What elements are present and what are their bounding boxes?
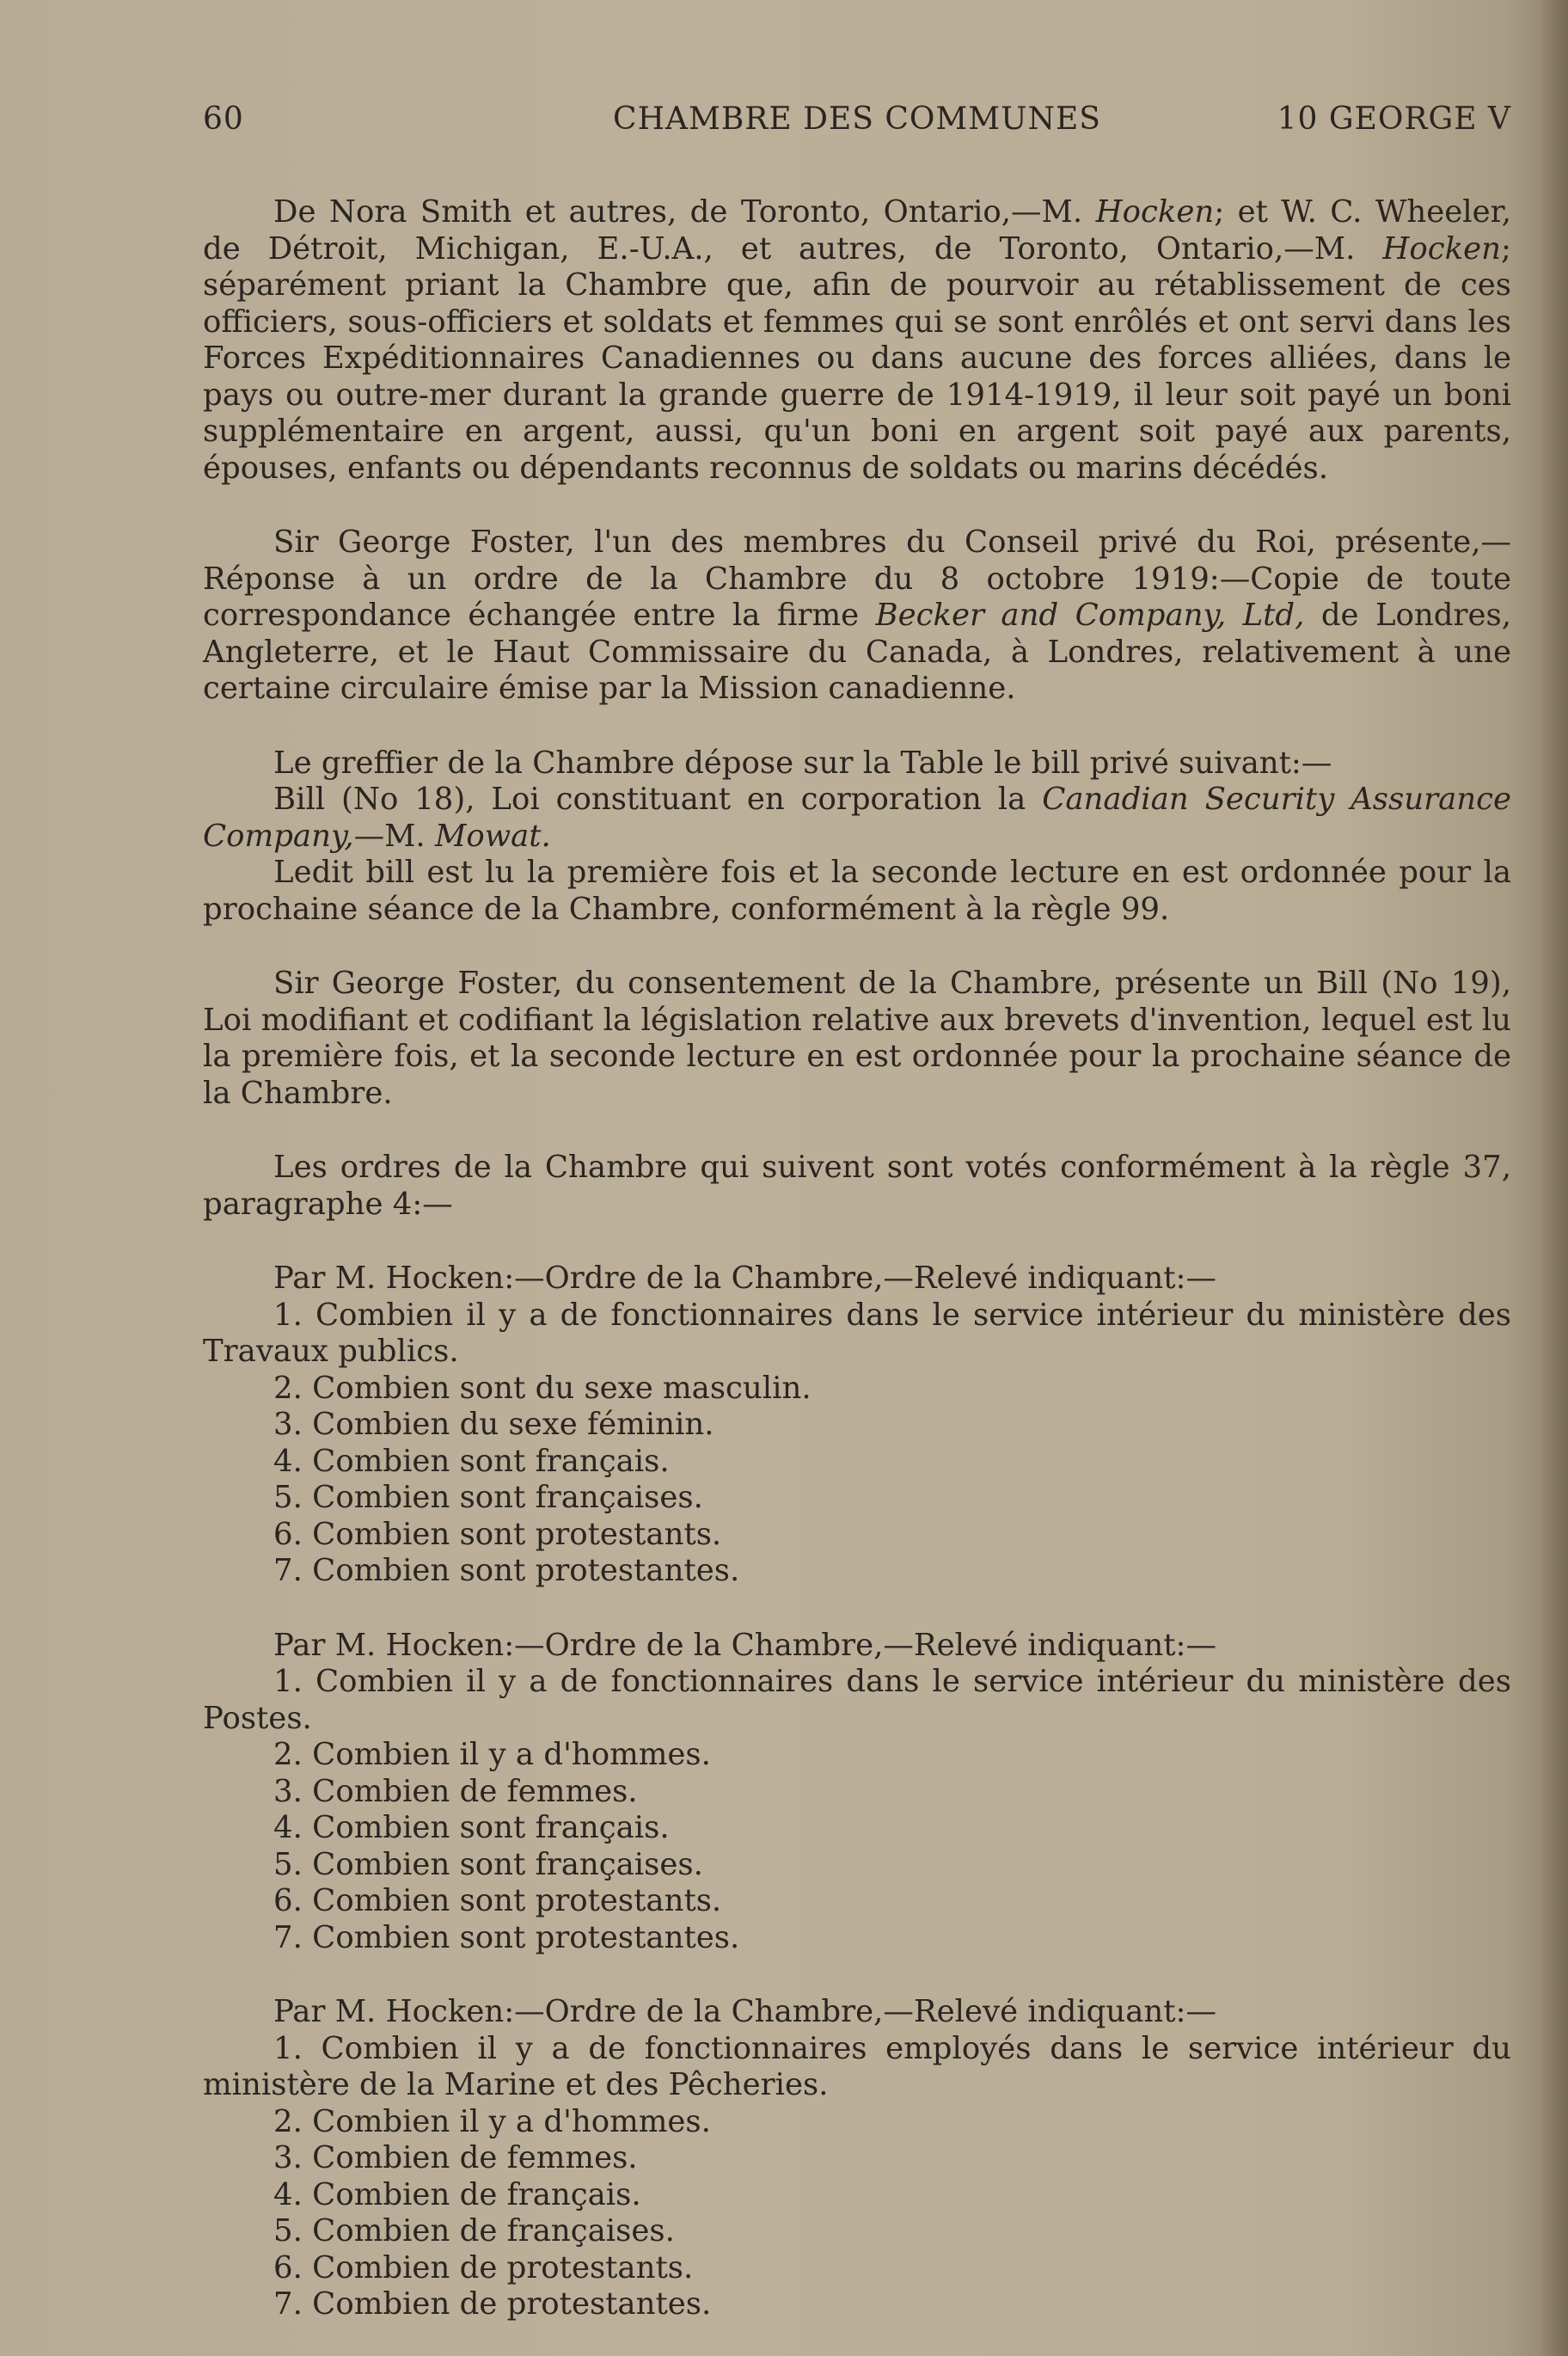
header-title: CHAMBRE DES COMMUNES — [613, 101, 1101, 137]
page-edge-shadow — [1539, 0, 1568, 2356]
member-name: Hocken — [1382, 230, 1502, 267]
order-item: 1. Combien il y a de fonctionnaires employés dans le service intérieur du ministère de la Marine et des Pêcheries. — [203, 2030, 1511, 2102]
order-item: 5. Combien de françaises. — [273, 2213, 675, 2249]
page-body — [203, 194, 1511, 2323]
order-item: 4. Combien de français. — [273, 2176, 641, 2212]
header-reign: 10 GEORGE V — [1277, 101, 1511, 137]
order-heading: Par M. Hocken:—Ordre de la Chambre,—Relevé indiquant:— — [273, 1994, 1216, 2029]
order-block — [203, 1261, 1511, 1590]
order-item: 3. Combien du sexe féminin. — [273, 1407, 714, 1442]
member-name: Hocken — [1095, 194, 1215, 230]
firm-name: Becker and Company, Ltd, — [875, 598, 1305, 633]
running-header — [203, 101, 1511, 150]
bill-18-paragraph: Bill (No 18), Loi constituant en corporation la Canadian Security Assurance Company,—M. Mowat. — [203, 782, 1511, 854]
order-item: 1. Combien il y a de fonctionnaires dans le service intérieur du ministère des Postes. — [203, 1664, 1511, 1736]
order-block — [203, 1994, 1511, 2323]
order-block — [203, 1628, 1511, 1957]
order-item: 4. Combien sont français. — [273, 1810, 670, 1845]
return-paragraph: Sir George Foster, l'un des membres du Conseil privé du Roi, présente,—Réponse à un ordre de la Chambre du 8 octobre 1919:—Copie de toute correspondance échangée entre la firme Becker and Company, Ltd, de Londres, Angleterre, et le Haut Commissaire du Canada, à Londres, relativement à une certaine circulaire émise par la Mission canadienne. — [203, 525, 1511, 706]
page-number: 60 — [203, 101, 244, 137]
order-item: 4. Combien sont français. — [273, 1443, 670, 1479]
order-item: 3. Combien de femmes. — [273, 2140, 638, 2175]
order-heading: Par M. Hocken:—Ordre de la Chambre,—Relevé indiquant:— — [273, 1261, 1216, 1296]
order-item: 7. Combien sont protestantes. — [273, 1919, 740, 1955]
order-item: 3. Combien de femmes. — [273, 1773, 638, 1809]
petition-paragraph: De Nora Smith et autres, de Toronto, Ontario,—M. Hocken; et W. C. Wheeler, de Détroit, Michigan, E.-U.A., et autres, de Toronto, Ontario,—M. Hocken; séparément priant la Chambre que, afin de pourvoir au rétablissement de ces officiers, sous-officiers et soldats et femmes qui se sont enrôlés et ont servi dans les Forces Expéditionnaires Canadiennes ou dans aucune des forces alliées, dans le pays ou outre-mer durant la grande guerre de 1914-1919, il leur soit payé un boni supplémentaire en argent, aussi, qu'un boni en argent soit payé aux parents, épouses, enfants ou dépendants reconnus de soldats ou marins décédés. — [203, 194, 1511, 486]
order-item: 5. Combien sont françaises. — [273, 1480, 703, 1515]
order-item: 6. Combien sont protestants. — [273, 1883, 722, 1918]
clerk-intro: Le greffier de la Chambre dépose sur la Table le bill privé suivant:— — [273, 745, 1332, 781]
order-item: 2. Combien sont du sexe masculin. — [273, 1370, 812, 1406]
order-item: 5. Combien sont françaises. — [273, 1846, 703, 1882]
order-item: 7. Combien sont protestantes. — [273, 1553, 740, 1588]
company-name: Canadian Security Assurance Company, — [203, 782, 1511, 854]
order-item: 2. Combien il y a d'hommes. — [273, 2103, 711, 2139]
bill-reading-paragraph: Ledit bill est lu la première fois et la seconde lecture en est ordonnée pour la prochaine séance de la Chambre, conformément à la règle 99. — [203, 855, 1511, 927]
order-item: 2. Combien il y a d'hommes. — [273, 1737, 711, 1772]
order-item: 6. Combien sont protestants. — [273, 1516, 722, 1552]
order-item: 7. Combien de protestantes. — [273, 2286, 712, 2322]
order-heading: Par M. Hocken:—Ordre de la Chambre,—Relevé indiquant:— — [273, 1627, 1216, 1663]
order-item: 1. Combien il y a de fonctionnaires dans le service intérieur du ministère des Travaux publics. — [203, 1297, 1511, 1369]
order-item: 6. Combien de protestants. — [273, 2249, 694, 2285]
member-name: Mowat. — [435, 818, 551, 854]
bill-19-paragraph: Sir George Foster, du consentement de la Chambre, présente un Bill (No 19), Loi modifiant et codifiant la législation relative aux brevets d'invention, lequel est lu la première fois, et la seconde lecture en est ordonnée pour la prochaine séance de la Chambre. — [203, 966, 1511, 1111]
orders-intro: Les ordres de la Chambre qui suivent sont votés conformément à la règle 37, paragraphe 4:— — [203, 1150, 1511, 1222]
